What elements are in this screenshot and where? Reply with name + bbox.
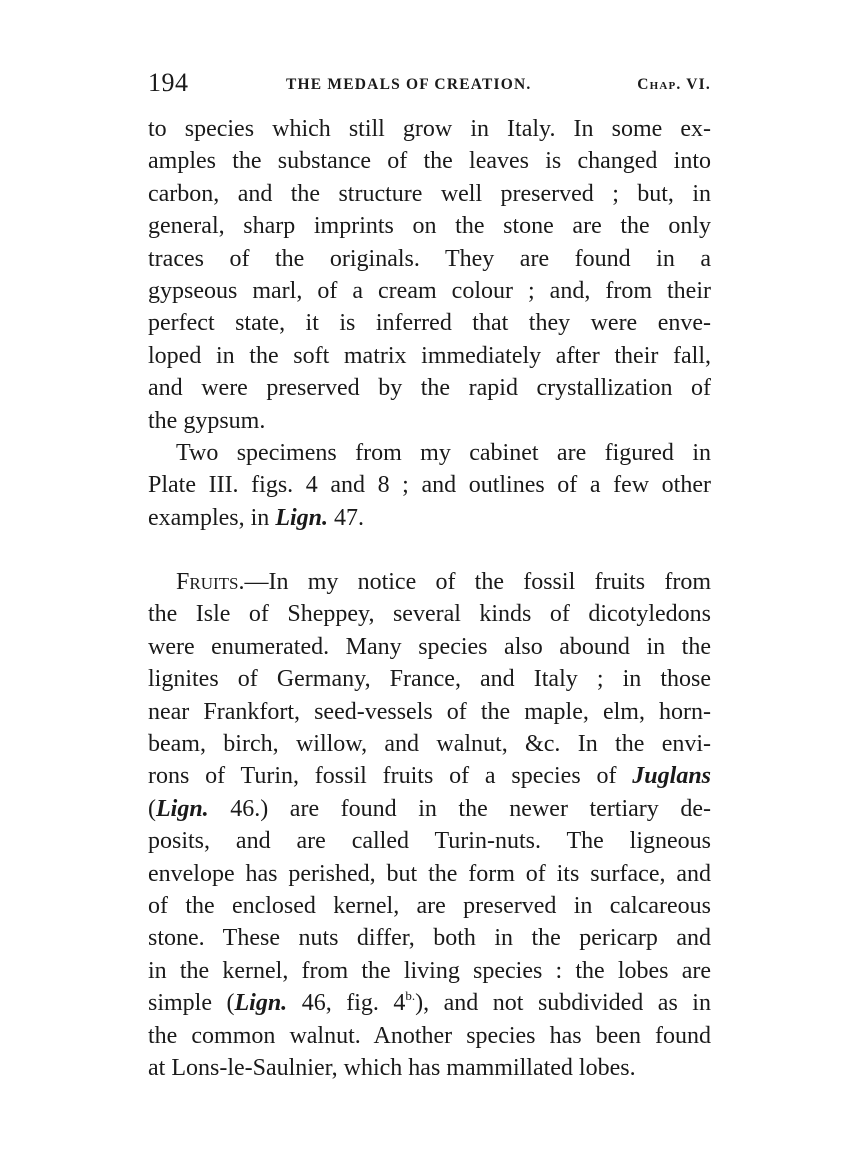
heading-initial: F [176, 569, 190, 596]
text-line: Two specimens from my cabinet are figured in [176, 439, 711, 466]
text-run: —In my notice of the fossil fruits from [244, 569, 711, 596]
superscript: b. [405, 988, 416, 1004]
italic-reference: Lign. [156, 795, 209, 822]
text-run: 46, fig. 4 [287, 990, 406, 1017]
text-line [148, 793, 711, 825]
section-heading [176, 569, 244, 595]
chapter-label: Chap. VI. [637, 76, 711, 93]
italic-genus: Juglans [632, 763, 711, 790]
text-run: 47. [328, 504, 364, 531]
text-line: amples the substance of the leaves is changed into [148, 148, 711, 175]
paragraph-specimens [148, 437, 711, 534]
paragraph-spacer [148, 534, 711, 566]
text-line: of the enclosed kernel, are preserved in calcareous [148, 892, 711, 919]
text-run: examples, in [148, 504, 276, 531]
text-run: simple ( [148, 990, 235, 1017]
italic-reference: Lign. [234, 990, 288, 1017]
text-line: stone. These nuts differ, both in the pericarp and [148, 925, 711, 952]
heading-rest: ruits. [189, 569, 245, 596]
text-run: ), and not subdivided as in [415, 990, 711, 1017]
text-line: and were preserved by the rapid crystallization of [148, 375, 711, 402]
text-line: the gypsum. [148, 407, 266, 434]
text-line [148, 566, 711, 598]
italic-reference: Lign. [275, 504, 328, 531]
text-line: the Isle of Sheppey, several kinds of dicotyledons [148, 601, 711, 628]
text-line: general, sharp imprints on the stone are the only [148, 213, 711, 240]
text-line: beam, birch, willow, and walnut, &c. In the envi- [148, 731, 711, 758]
text-line: lignites of Germany, France, and Italy ; in those [148, 666, 711, 693]
text-line: to species which still grow in Italy. In some ex- [148, 116, 711, 142]
text-line [148, 760, 711, 792]
text-run: 46.) are found in the newer tertiary de- [208, 795, 711, 822]
text-line: near Frankfort, seed-vessels of the maple, elm, horn- [148, 698, 711, 725]
text-run: ( [148, 795, 156, 822]
text-line: perfect state, it is inferred that they were enve- [148, 310, 711, 337]
text-run: rons of Turin, fossil fruits of a species of [148, 763, 633, 790]
text-line [148, 502, 711, 534]
paragraph-fruits [148, 566, 711, 1084]
text-line: carbon, and the structure well preserved ; but, in [148, 180, 711, 207]
text-line: posits, and are called Turin-nuts. The ligneous [148, 828, 711, 855]
text-line [148, 987, 711, 1019]
text-line: loped in the soft matrix immediately after their fall, [148, 342, 711, 369]
page-number: 194 [148, 68, 189, 97]
text-line: in the kernel, from the living species : the lobes are [148, 957, 711, 984]
text-line: gypseous marl, of a cream colour ; and, from their [148, 277, 711, 304]
paragraph-continuation [148, 113, 711, 437]
text-line: at Lons-le-Saulnier, which has mammillated lobes. [148, 1054, 636, 1081]
text-line: the common walnut. Another species has been found [148, 1022, 711, 1049]
text-line: Plate III. figs. 4 and 8 ; and outlines of a few other [148, 472, 711, 499]
body-text [148, 113, 711, 1084]
text-line: were enumerated. Many species also abound in the [148, 633, 711, 660]
page-header [148, 68, 711, 104]
text-line: traces of the originals. They are found in a [148, 245, 711, 272]
running-title: THE MEDALS OF CREATION. [286, 76, 532, 93]
text-line: envelope has perished, but the form of its surface, and [148, 860, 711, 887]
